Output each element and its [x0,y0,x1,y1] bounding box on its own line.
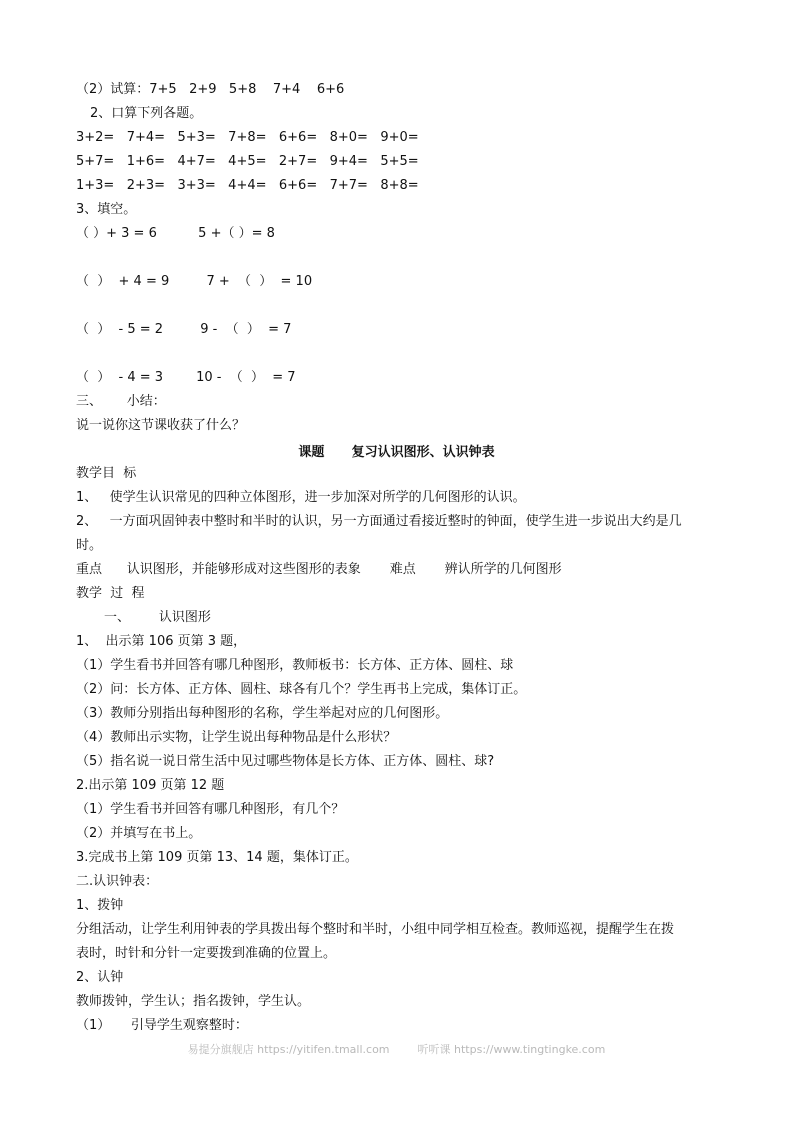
summary-question: 说一说你这节课收获了什么？ [76,418,246,433]
footer-right-watermark: 听听课 https://www.tingtingke.com [417,1043,606,1056]
step-2: 2.出示第 109 页第 12 题 [76,778,225,793]
step-1-item-1: （1）学生看书并回答有哪几种图形，教师板书：长方体、正方体、圆柱、球 [76,658,514,673]
step-2-item-2: （2）并填写在书上。 [76,826,202,841]
lesson-title: 课题 复习认识图形、认识钟表 [298,445,495,460]
mental-math-heading: 2、口算下列各题。 [90,106,203,121]
trial-calculation: （2）试算：7+5 2+9 5+8 7+4 6+6 [76,82,345,97]
step-1-item-5: （5）指名说一说日常生活中见过哪些物体是长方体、正方体、圆柱、球? [76,754,495,769]
dial-clock-text: 分组活动，让学生利用钟表的学具拨出每个整时和半时，小组中同学相互检查。教师巡视，提醒学生在拨 [76,922,675,937]
fill-blank-row-2: （ ） + 4 = 9 7 + （ ） = 10 [76,274,313,289]
key-and-difficult-points: 重点 认识图形，并能够形成对这些图形的表象 难点 辨认所学的几何图形 [76,562,562,577]
step-1: 1、 出示第 106 页第 3 题， [76,634,247,649]
step-1-item-4: （4）教师出示实物，让学生说出每种物品是什么形状？ [76,730,397,745]
dial-clock-text-continued: 表时，时针和分针一定要拨到准确的位置上。 [76,946,337,961]
mental-math-row-1: 3+2= 7+4= 5+3= 7+8= 6+6= 8+0= 9+0= [76,130,419,145]
goal-2: 2、 一方面巩固钟表中整时和半时的认识，另一方面通过看接近整时的钟面，使学生进一步说出大约是几 [76,514,682,529]
step-1-item-3: （3）教师分别指出每种图形的名称，学生举起对应的几何图形。 [76,706,449,721]
footer-left-watermark: 易提分旗舰店 https://yitifen.tmall.com [187,1043,390,1056]
mental-math-row-3: 1+3= 2+3= 3+3= 4+4= 6+6= 7+7= 8+8= [76,178,419,193]
dial-clock-heading: 1、拨钟 [76,898,124,913]
section-1-heading: 一、 认识图形 [104,610,211,625]
fill-blank-row-4: （ ） - 4 = 3 10 - （ ） = 7 [76,370,296,385]
summary-heading: 三、 小结： [76,394,166,409]
fill-blank-row-3: （ ） - 5 = 2 9 - （ ） = 7 [76,322,292,337]
read-clock-heading: 2、认钟 [76,970,124,985]
section-2-heading: 二.认识钟表： [76,874,159,889]
step-3: 3.完成书上第 109 页第 13、14 题，集体订正。 [76,850,358,865]
step-1-item-2: （2）问：长方体、正方体、圆柱、球各有几个？学生再书上完成，集体订正。 [76,682,527,697]
fill-blank-row-1: （ ）+ 3 = 6 5 +（ ）= 8 [76,226,275,241]
observe-whole-hour: （1） 引导学生观察整时： [76,1018,248,1033]
step-2-item-1: （1）学生看书并回答有哪几种图形，有几个？ [76,802,345,817]
page-footer [0,1041,793,1057]
teaching-goals-label: 教学目 标 [76,466,137,481]
goal-1: 1、 使学生认识常见的四种立体图形，进一步加深对所学的几何图形的认识。 [76,490,526,505]
goal-2-continued: 时。 [76,538,103,553]
mental-math-row-2: 5+7= 1+6= 4+7= 4+5= 2+7= 9+4= 5+5= [76,154,419,169]
read-clock-text: 教师拨钟，学生认；指名拨钟，学生认。 [76,994,311,1009]
teaching-process-label: 教学 过 程 [76,586,145,601]
fill-blank-heading: 3、填空。 [76,202,137,217]
